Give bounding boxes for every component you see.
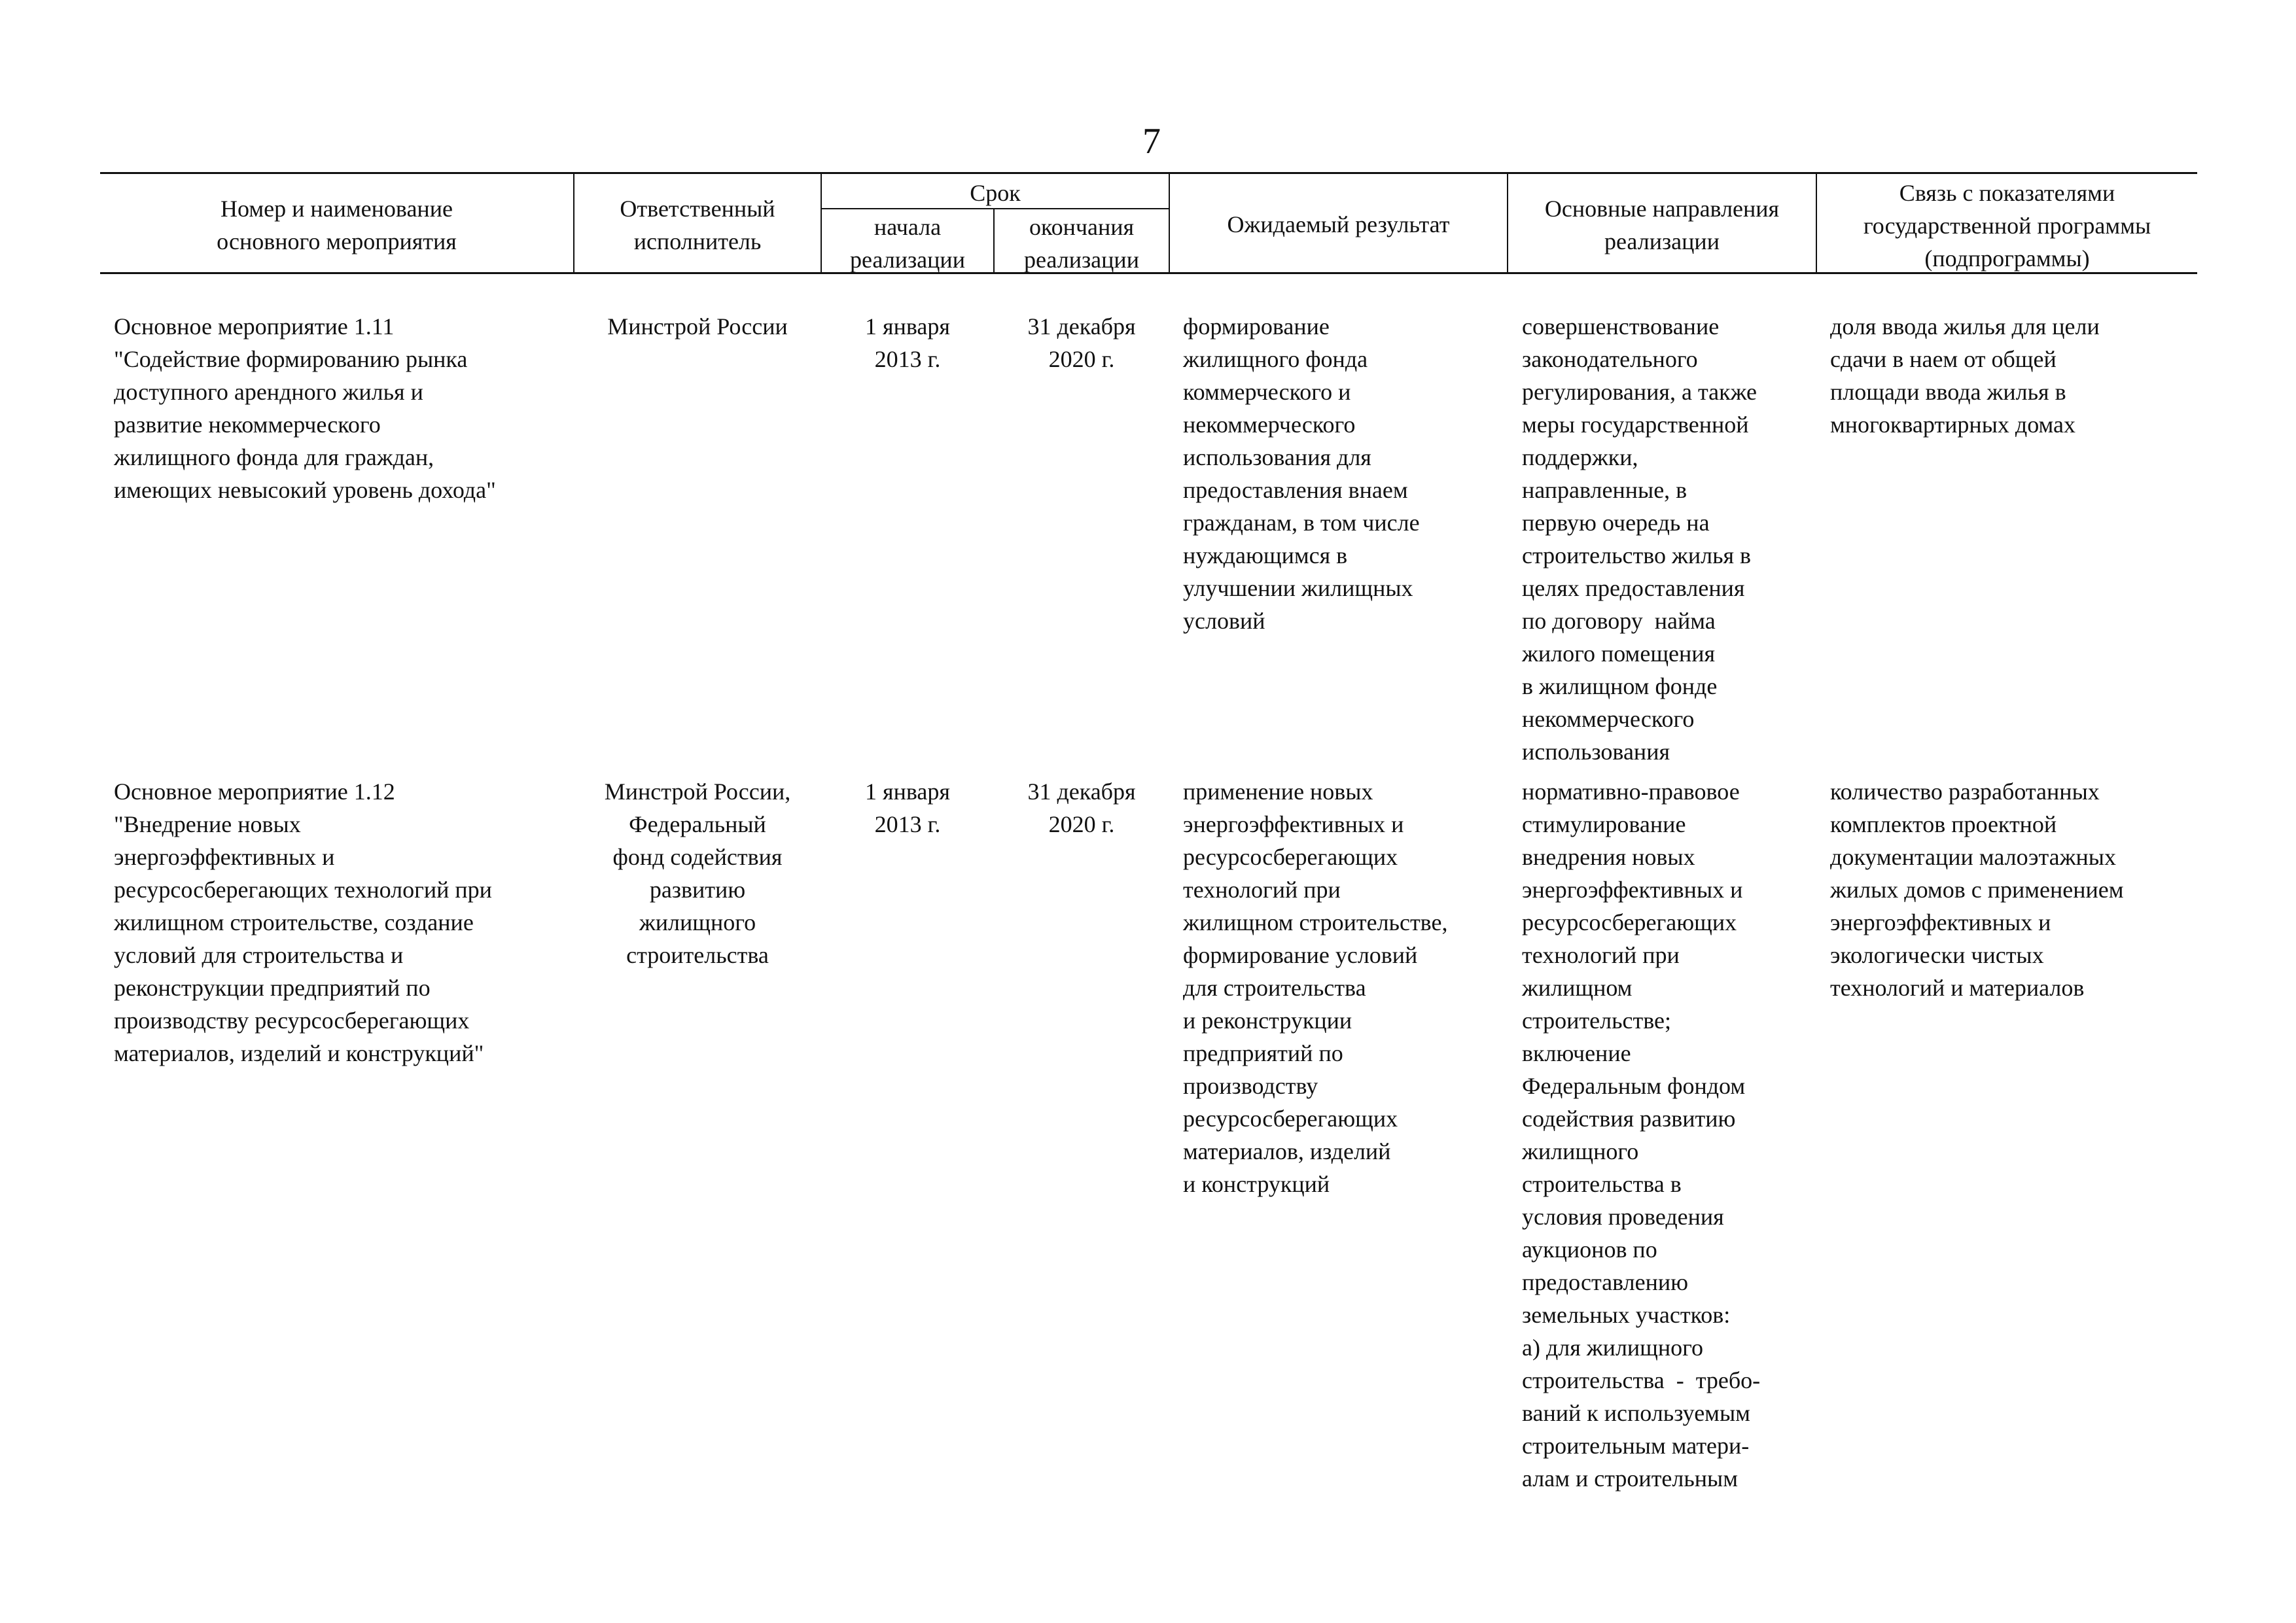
cell-line: 31 декабря bbox=[1027, 778, 1136, 805]
row2-executor bbox=[574, 775, 821, 971]
header-col-name: Номер и наименование основного мероприятия bbox=[217, 196, 457, 254]
cell-line: 2020 г. bbox=[1048, 346, 1115, 372]
cell-line: строительства в bbox=[1522, 1171, 1682, 1197]
row1-result bbox=[1183, 310, 1507, 637]
cell-line: документации малоэтажных bbox=[1830, 844, 2116, 870]
row2-start bbox=[822, 775, 993, 841]
cell-line: строительства bbox=[626, 942, 769, 968]
row2-name bbox=[114, 775, 572, 1070]
cell-line: 2013 г. bbox=[874, 346, 941, 372]
cell-line: нуждающимся в bbox=[1183, 542, 1348, 568]
header-col-directions: Основные направления реализации bbox=[1544, 196, 1780, 254]
cell-line: производству ресурсосберегающих bbox=[114, 1007, 470, 1034]
cell-line: направленные, в bbox=[1522, 477, 1687, 503]
cell-line: 31 декабря bbox=[1027, 313, 1136, 340]
cell-line: имеющих невысокий уровень дохода" bbox=[114, 477, 496, 503]
cell-line: Федеральный bbox=[629, 811, 766, 837]
cell-line: экологически чистых bbox=[1830, 942, 2044, 968]
cell-line: и реконструкции bbox=[1183, 1007, 1352, 1034]
cell-line: предоставления внаем bbox=[1183, 477, 1408, 503]
cell-line: формирование bbox=[1183, 313, 1330, 340]
cell-line: использования для bbox=[1183, 444, 1371, 470]
cell-line: стимулирование bbox=[1522, 811, 1686, 837]
cell-line: улучшении жилищных bbox=[1183, 575, 1413, 601]
cell-line: Минстрой России, bbox=[604, 778, 791, 805]
cell-line: жилого помещения bbox=[1522, 640, 1716, 667]
cell-line: использования bbox=[1522, 739, 1670, 765]
cell-line: Федеральным фондом bbox=[1522, 1073, 1746, 1099]
header-col-end: окончания реализации bbox=[1024, 214, 1139, 273]
cell-line: внедрения новых bbox=[1522, 844, 1695, 870]
cell-line: Основное мероприятие 1.12 bbox=[114, 778, 395, 805]
cell-line: меры государственной bbox=[1522, 411, 1749, 438]
cell-line: материалов, изделий bbox=[1183, 1138, 1391, 1164]
cell-line: в жилищном фонде bbox=[1522, 673, 1718, 699]
cell-line: жилищном строительстве, bbox=[1183, 909, 1448, 935]
cell-line: "Внедрение новых bbox=[114, 811, 301, 837]
cell-line: энергоэффективных и bbox=[1830, 909, 2051, 935]
row1-directions bbox=[1522, 310, 1816, 768]
row2-directions bbox=[1522, 775, 1816, 1495]
row1-executor bbox=[574, 310, 821, 343]
row1-name bbox=[114, 310, 572, 506]
cell-line: энергоэффективных и bbox=[1183, 811, 1404, 837]
header-col-start: начала реализации bbox=[850, 214, 965, 273]
cell-line: строительным матери- bbox=[1522, 1433, 1750, 1459]
cell-line: аукционов по bbox=[1522, 1236, 1657, 1263]
row1-start bbox=[822, 310, 993, 375]
cell-line: по договору найма bbox=[1522, 608, 1716, 634]
cell-line: гражданам, в том числе bbox=[1183, 510, 1420, 536]
row1-end bbox=[995, 310, 1169, 375]
cell-line: материалов, изделий и конструкций" bbox=[114, 1040, 484, 1066]
cell-line: технологий при bbox=[1183, 877, 1341, 903]
row2-end bbox=[995, 775, 1169, 841]
cell-line: формирование условий bbox=[1183, 942, 1418, 968]
cell-line: ваний к используемым bbox=[1522, 1400, 1750, 1426]
cell-line: строительства - требо- bbox=[1522, 1367, 1761, 1393]
cell-line: нормативно-правовое bbox=[1522, 778, 1740, 805]
cell-line: развитие некоммерческого bbox=[114, 411, 381, 438]
cell-line: содействия развитию bbox=[1522, 1106, 1736, 1132]
cell-line: жилищного bbox=[639, 909, 756, 935]
cell-line: технологий при bbox=[1522, 942, 1680, 968]
cell-line: жилищном bbox=[1522, 975, 1633, 1001]
header-col-executor: Ответственный исполнитель bbox=[620, 196, 775, 254]
cell-line: жилых домов с применением bbox=[1830, 877, 2124, 903]
cell-line: строительство жилья в bbox=[1522, 542, 1752, 568]
cell-line: Основное мероприятие 1.11 bbox=[114, 313, 395, 340]
cell-line: 1 января bbox=[865, 313, 950, 340]
cell-line: строительстве; bbox=[1522, 1007, 1671, 1034]
cell-line: реконструкции предприятий по bbox=[114, 975, 431, 1001]
cell-line: сдачи в наем от общей bbox=[1830, 346, 2057, 372]
cell-line: технологий и материалов bbox=[1830, 975, 2085, 1001]
cell-line: ресурсосберегающих bbox=[1183, 844, 1398, 870]
row2-indicators bbox=[1830, 775, 2197, 1004]
cell-line: для строительства bbox=[1183, 975, 1366, 1001]
cell-line: совершенствование bbox=[1522, 313, 1720, 340]
cell-line: некоммерческого bbox=[1522, 706, 1695, 732]
cell-line: ресурсосберегающих bbox=[1522, 909, 1737, 935]
cell-line: алам и строительным bbox=[1522, 1465, 1739, 1492]
cell-line: включение bbox=[1522, 1040, 1631, 1066]
cell-line: целях предоставления bbox=[1522, 575, 1745, 601]
cell-line: жилищного bbox=[1522, 1138, 1639, 1164]
cell-line: условий bbox=[1183, 608, 1265, 634]
header-col-result: Ожидаемый результат bbox=[1227, 211, 1450, 237]
header-col-indicators: Связь с показателями государственной программы (подпрограммы) bbox=[1863, 180, 2151, 271]
cell-line: регулирования, а также bbox=[1522, 379, 1757, 405]
cell-line: жилищного фонда bbox=[1183, 346, 1368, 372]
table-top-rule bbox=[100, 172, 2197, 174]
cell-line: доля ввода жилья для цели bbox=[1830, 313, 2100, 340]
cell-line: многоквартирных домах bbox=[1830, 411, 2076, 438]
cell-line: количество разработанных bbox=[1830, 778, 2100, 805]
page-number: 7 bbox=[1142, 121, 1161, 162]
row1-indicators bbox=[1830, 310, 2197, 441]
cell-line: 2020 г. bbox=[1048, 811, 1115, 837]
row2-result bbox=[1183, 775, 1507, 1200]
cell-line: законодательного bbox=[1522, 346, 1698, 372]
cell-line: коммерческого и bbox=[1183, 379, 1351, 405]
cell-line: жилищном строительстве, создание bbox=[114, 909, 474, 935]
cell-line: Минстрой России bbox=[607, 313, 788, 340]
cell-line: и конструкций bbox=[1183, 1171, 1330, 1197]
cell-line: первую очередь на bbox=[1522, 510, 1710, 536]
cell-line: комплектов проектной bbox=[1830, 811, 2057, 837]
cell-line: фонд содействия bbox=[612, 844, 783, 870]
cell-line: энергоэффективных и bbox=[114, 844, 335, 870]
cell-line: земельных участков: bbox=[1522, 1302, 1731, 1328]
cell-line: поддержки, bbox=[1522, 444, 1638, 470]
cell-line: жилищного фонда для граждан, bbox=[114, 444, 434, 470]
cell-line: условий для строительства и bbox=[114, 942, 404, 968]
cell-line: а) для жилищного bbox=[1522, 1335, 1704, 1361]
cell-line: производству bbox=[1183, 1073, 1318, 1099]
header-srok: Срок bbox=[970, 180, 1021, 206]
cell-line: площади ввода жилья в bbox=[1830, 379, 2066, 405]
cell-line: развитию bbox=[649, 877, 746, 903]
cell-line: предоставлению bbox=[1522, 1269, 1689, 1295]
cell-line: условия проведения bbox=[1522, 1204, 1724, 1230]
cell-line: предприятий по bbox=[1183, 1040, 1343, 1066]
cell-line: применение новых bbox=[1183, 778, 1373, 805]
cell-line: энергоэффективных и bbox=[1522, 877, 1743, 903]
cell-line: 1 января bbox=[865, 778, 950, 805]
cell-line: 2013 г. bbox=[874, 811, 941, 837]
cell-line: доступного арендного жилья и bbox=[114, 379, 423, 405]
cell-line: ресурсосберегающих технологий при bbox=[114, 877, 492, 903]
cell-line: некоммерческого bbox=[1183, 411, 1356, 438]
cell-line: ресурсосберегающих bbox=[1183, 1106, 1398, 1132]
cell-line: "Содействие формированию рынка bbox=[114, 346, 468, 372]
